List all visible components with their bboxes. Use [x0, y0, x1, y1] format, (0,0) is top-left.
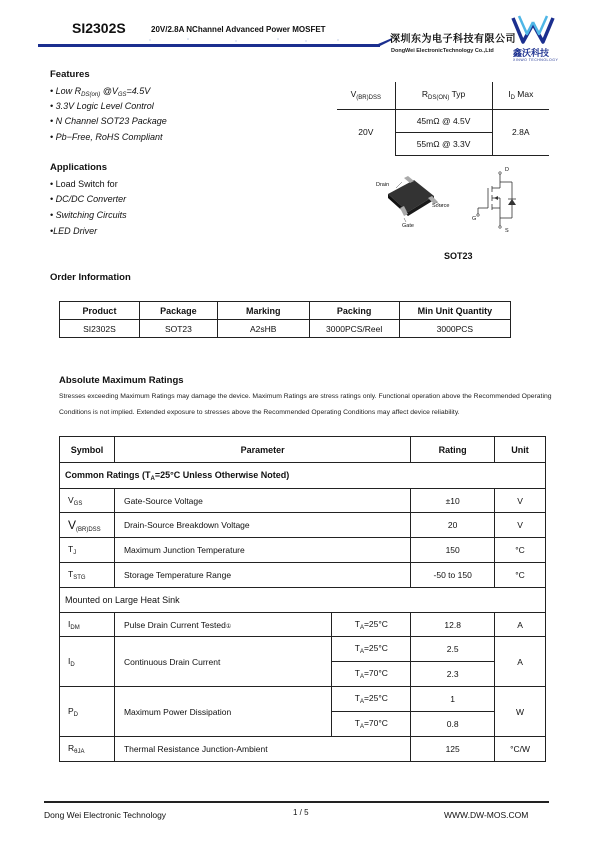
symbol-pin-s: S — [505, 228, 509, 234]
unit-vgs: V — [495, 489, 546, 513]
order-cell: 3000PCS — [399, 320, 510, 338]
feature-text: Pb−Free, RoHS Compliant — [55, 132, 163, 142]
order-cell: A2sHB — [217, 320, 309, 338]
feature-text: 3.3V Logic Level Control — [55, 101, 154, 111]
param-rja: Thermal Resistance Junction-Ambient — [114, 737, 410, 762]
common-ratings-section: Common Ratings ($T_A=25^\circ C$ Unless Otherwise Noted) — [60, 463, 546, 489]
order-cell: SOT23 — [139, 320, 217, 338]
symbol-tj: $T_J$ — [60, 538, 115, 563]
spec-header-id: $I_D$ Max — [492, 82, 549, 109]
rating-tj: 150 — [411, 538, 495, 563]
feature-item: • N Channel SOT23 Package — [50, 116, 167, 126]
spec-summary-table — [337, 82, 549, 156]
param-idm: Pulse Drain Current Tested① — [114, 613, 331, 637]
spec-rds-value: 55mΩ @ 3.3V — [395, 132, 492, 155]
feature-text: N Channel SOT23 Package — [55, 116, 167, 126]
cond-idm: $T_A=25^\circ C$ — [332, 613, 411, 637]
rating-pd-70: 0.8 — [411, 712, 495, 737]
cond-id-25: $T_A=25^\circ C$ — [332, 637, 411, 662]
rating-tstg: -50 to 150 — [411, 563, 495, 588]
rating-vbr: 20 — [411, 513, 495, 538]
order-header: Min Unit Quantity — [399, 302, 510, 320]
param-tstg: Storage Temperature Range — [114, 563, 410, 588]
feature-sub: GS — [117, 92, 127, 98]
order-header: Product — [60, 302, 140, 320]
feature-item: • Pb−Free, RoHS Compliant — [50, 132, 163, 142]
footer-page-number: 1 / 5 — [293, 808, 309, 817]
order-header: Marking — [217, 302, 309, 320]
cond-id-70: $T_A=70^\circ C$ — [332, 662, 411, 687]
order-cell: SI2302S — [60, 320, 140, 338]
doc-subtitle: 20V/2.8A NChannel Advanced Power MOSFET — [151, 25, 326, 34]
spec-id-value: 2.8A — [492, 109, 549, 155]
heat-sink-section: Mounted on Large Heat Sink — [60, 588, 546, 613]
pin-label-source: Source — [432, 203, 450, 209]
cond-pd-25: $T_A=25^\circ C$ — [332, 687, 411, 712]
header-bar-decoration — [38, 37, 392, 47]
application-text: DC/DC Converter — [55, 194, 127, 204]
company-name-en: DongWei ElectronicTechnology Co.,Ltd — [391, 48, 494, 54]
feature-text: Low R — [55, 86, 82, 96]
unit-id: A — [495, 637, 546, 687]
unit-rja: °C/W — [495, 737, 546, 762]
symbol-idm: $I_{DM}$ — [60, 613, 115, 637]
param-pd: Maximum Power Dissipation — [114, 687, 331, 737]
rating-idm: 12.8 — [411, 613, 495, 637]
nmos-symbol-icon — [466, 168, 528, 234]
spec-header-rds: $R_{DS(ON)}$ Typ — [395, 82, 492, 109]
symbol-pin-d: D — [505, 167, 509, 173]
feature-text: @V — [100, 86, 118, 96]
features-title: Features — [50, 69, 90, 80]
part-number: SI2302S — [72, 20, 126, 36]
unit-pd: W — [495, 687, 546, 737]
pin-label-gate: Gate — [402, 223, 414, 229]
footer-company: Dong Wei Electronic Technology — [44, 810, 167, 820]
company-name-cn: 深圳东为电子科技有限公司 — [390, 34, 516, 45]
application-text: LED Driver — [53, 226, 98, 236]
application-text: Switching Circuits — [55, 210, 127, 220]
sot23-package-icon — [370, 168, 470, 230]
pin-label-drain: Drain — [376, 182, 390, 188]
application-item: •LED Driver — [50, 226, 98, 236]
spec-header-vbr: $V_{(BR)DSS}$ — [337, 82, 395, 109]
feature-text: =4.5V — [126, 86, 151, 96]
symbol-pin-g: G — [472, 216, 477, 222]
applications-title: Applications — [50, 162, 108, 173]
application-item: • Switching Circuits — [50, 210, 127, 220]
company-logo-icon — [511, 14, 555, 48]
application-item: • Load Switch for — [50, 179, 118, 189]
symbol-pd: $P_D$ — [60, 687, 115, 737]
abs-header-unit: Unit — [495, 437, 546, 463]
order-info-table — [59, 301, 511, 338]
unit-idm: A — [495, 613, 546, 637]
abs-header-symbol: Symbol — [60, 437, 115, 463]
feature-item: • 3.3V Logic Level Control — [50, 101, 154, 111]
param-vbr: Drain-Source Breakdown Voltage — [114, 513, 410, 538]
symbol-tstg: $T_{STG}$ — [60, 563, 115, 588]
logo-text-en: XINWO TECHNOLOGY — [513, 58, 559, 62]
param-id: Continuous Drain Current — [114, 637, 331, 687]
abs-max-table — [59, 436, 546, 762]
logo-text-cn: 鑫沃科技 — [513, 48, 550, 58]
cond-pd-70: $T_A=70^\circ C$ — [332, 712, 411, 737]
symbol-id: $I_D$ — [60, 637, 115, 687]
rating-id-70: 2.3 — [411, 662, 495, 687]
application-item: • DC/DC Converter — [50, 194, 127, 204]
abs-header-parameter: Parameter — [114, 437, 410, 463]
symbol-vgs: $V_{GS}$ — [60, 489, 115, 513]
abs-max-note: Stresses exceeding Maximum Ratings may damage the device. Maximum Ratings are stress ratings only. Functional operation above the Recommended Operating Conditions is not implied. Extended exposure to stresses above the Recommended Operating Conditions may affect device reliability. — [59, 393, 552, 416]
order-info-title: Order Information — [50, 272, 131, 283]
spec-rds-value: 45mΩ @ 4.5V — [395, 109, 492, 132]
footer-website: WWW.DW-MOS.COM — [444, 810, 529, 820]
order-header: Packing — [309, 302, 399, 320]
rating-rja: 125 — [411, 737, 495, 762]
symbol-vbr: $V_{(BR)DSS}$ — [60, 513, 115, 538]
package-name: SOT23 — [444, 251, 473, 261]
order-header: Package — [139, 302, 217, 320]
feature-sub: DS(on) — [81, 92, 101, 98]
symbol-rja: $R_{\theta JA}$ — [60, 737, 115, 762]
rating-vgs: ±10 — [411, 489, 495, 513]
application-text: Load Switch for — [55, 179, 118, 189]
rating-id-25: 2.5 — [411, 637, 495, 662]
abs-max-title: Absolute Maximum Ratings — [59, 375, 184, 386]
unit-tstg: °C — [495, 563, 546, 588]
abs-header-rating: Rating — [411, 437, 495, 463]
unit-tj: °C — [495, 538, 546, 563]
unit-vbr: V — [495, 513, 546, 538]
param-tj: Maximum Junction Temperature — [114, 538, 410, 563]
order-cell: 3000PCS/Reel — [309, 320, 399, 338]
spec-vbr-value: 20V — [337, 109, 395, 155]
footer-divider — [44, 801, 549, 803]
param-vgs: Gate-Source Voltage — [114, 489, 410, 513]
feature-item: • Low $R_{DS(on)}$ $@V_{GS}=4.5V$ — [50, 86, 151, 98]
rating-pd-25: 1 — [411, 687, 495, 712]
